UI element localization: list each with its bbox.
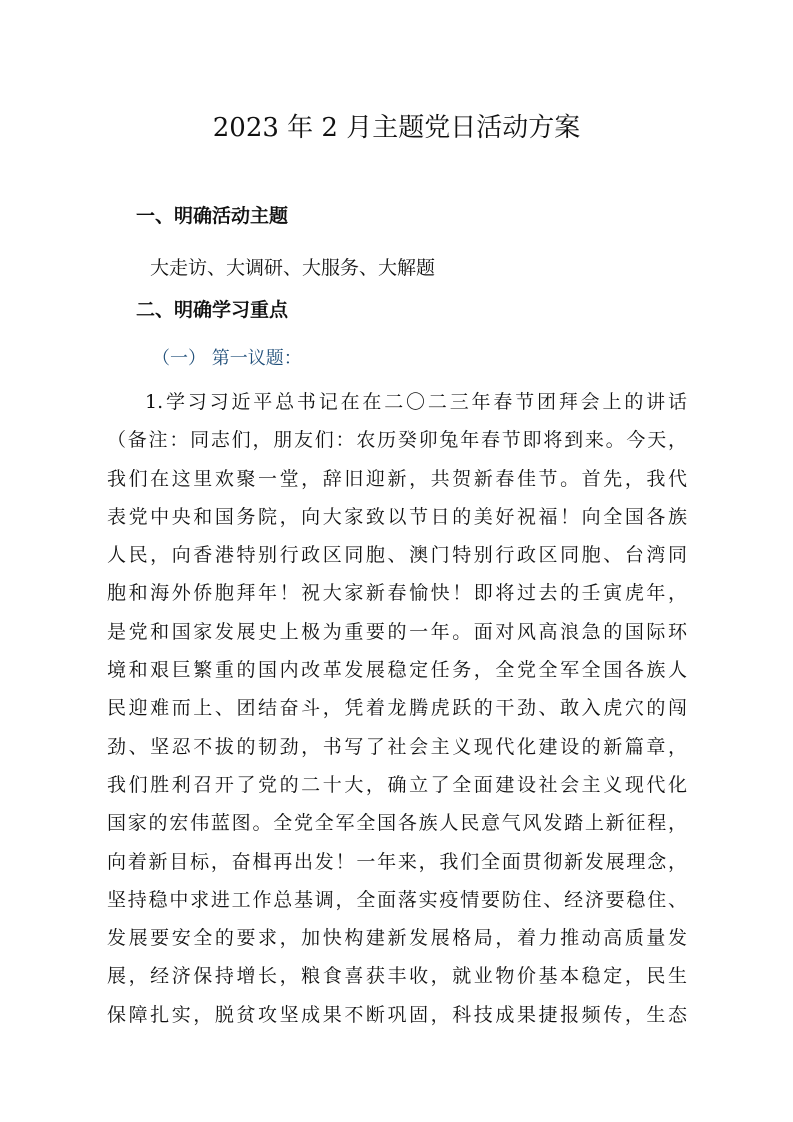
paragraph-line: 胞和海外侨胞拜年！祝大家新春愉快！即将过去的壬寅虎年， [107,582,687,605]
paragraph-line: 劲、坚忍不拔的韧劲，书写了社会主义现代化建设的新篇章， [107,735,687,758]
subheading-first-topic: （一） 第一议题： [152,348,302,369]
paragraph-line: 表党中央和国务院，向大家致以节日的美好祝福！向全国各族 [107,505,687,528]
section-heading-study: 二、明确学习重点 [136,299,289,321]
document-title: 2023 年 2 月主题党日活动方案 [212,113,581,143]
paragraph-line: 是党和国家发展史上极为重要的一年。面对风高浪急的国际环 [107,620,687,643]
paragraph-line: 国家的宏伟蓝图。全党全军全国各族人民意气风发踏上新征程， [107,812,687,835]
paragraph-line: 展，经济保持增长，粮食喜获丰收，就业物价基本稳定，民生 [107,965,687,988]
paragraph-line: 人民，向香港特别行政区同胞、澳门特别行政区同胞、台湾同 [107,544,687,567]
paragraph-line: 保障扎实，脱贫攻坚成果不断巩固，科技成果捷报频传，生态 [107,1003,687,1026]
paragraph-line: 民迎难而上、团结奋斗，凭着龙腾虎跃的干劲、敢入虎穴的闯 [107,697,687,720]
section-heading-theme: 一、明确活动主题 [136,205,289,227]
paragraph-line: 坚持稳中求进工作总基调，全面落实疫情要防住、经济要稳住、 [107,888,687,911]
activity-theme-text: 大走访、大调研、大服务、大解题 [150,257,436,279]
paragraph-line: 向着新目标，奋楫再出发！一年来，我们全面贯彻新发展理念， [107,850,687,873]
body-paragraph [107,383,687,1034]
paragraph-line: 发展要安全的要求，加快构建新发展格局，着力推动高质量发 [107,927,687,950]
paragraph-line: （备注：同志们，朋友们：农历癸卯兔年春节即将到来。今天， [107,429,687,452]
paragraph-line: 境和艰巨繁重的国内改革发展稳定任务，全党全军全国各族人 [107,659,687,682]
paragraph-line: 我们胜利召开了党的二十大，确立了全面建设社会主义现代化 [107,773,687,796]
paragraph-line: 1.学习习近平总书记在在二〇二三年春节团拜会上的讲话 [145,391,687,413]
paragraph-line: 我们在这里欢聚一堂，辞旧迎新，共贺新春佳节。首先，我代 [107,467,687,490]
